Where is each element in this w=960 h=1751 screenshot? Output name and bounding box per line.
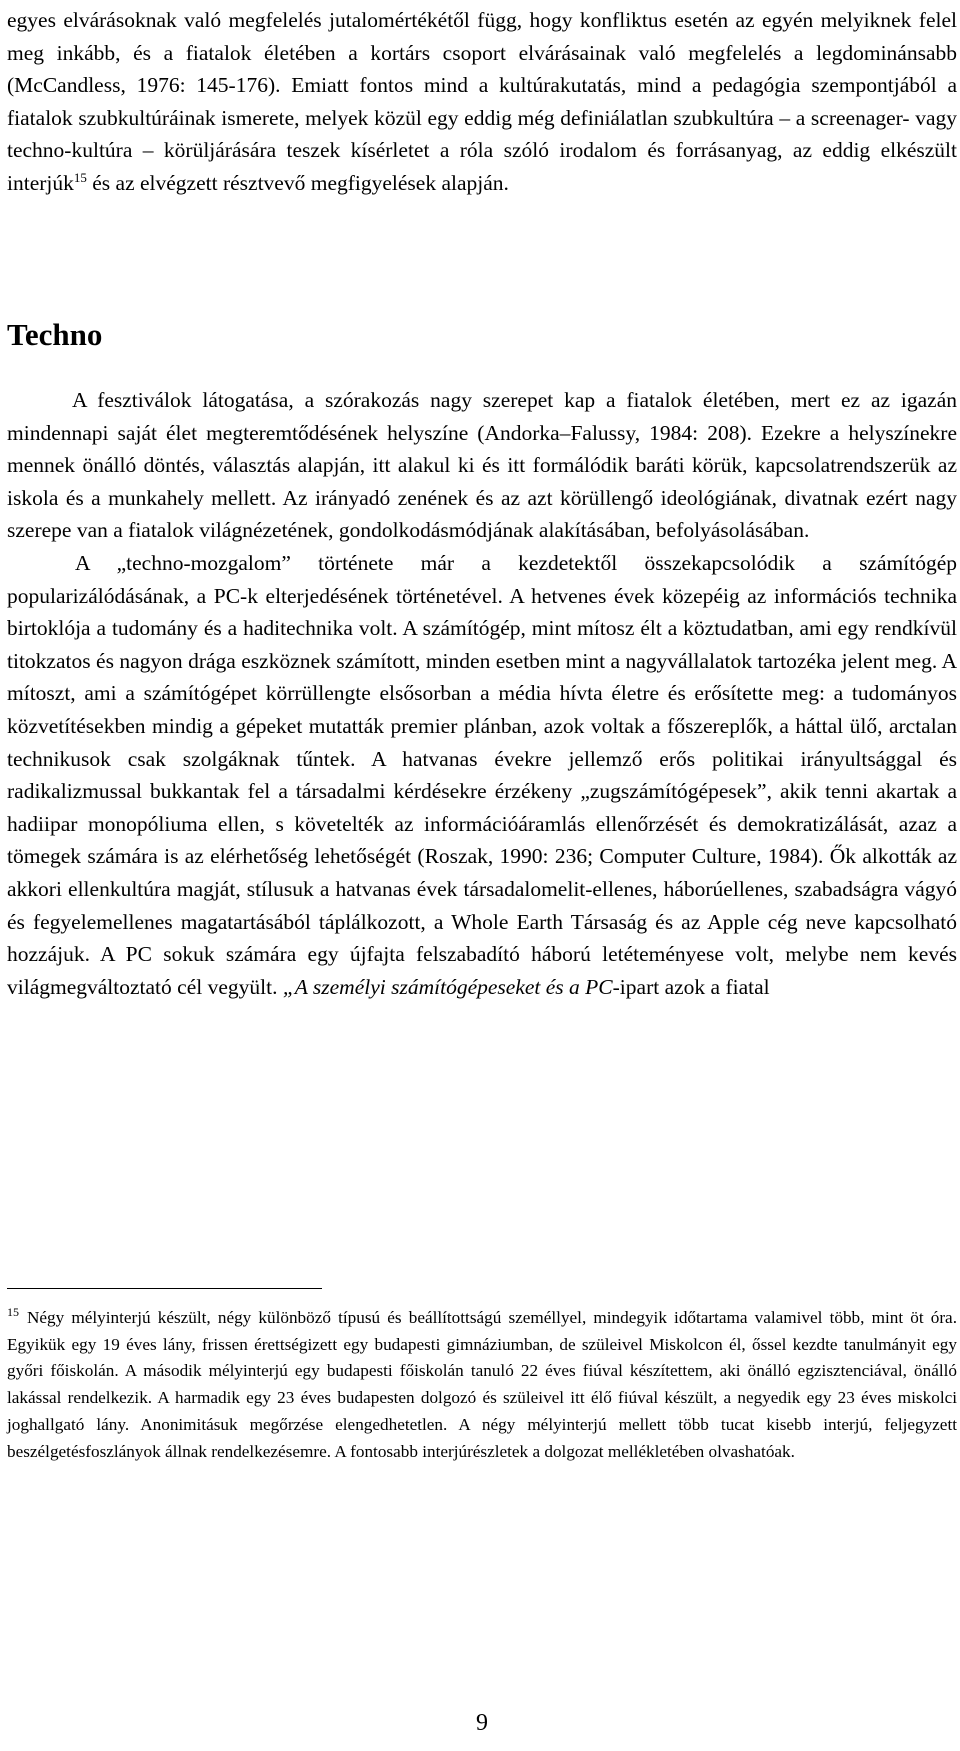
intro-text: egyes elvárásoknak való megfelelés jutalomértékétől függ, hogy konfliktus esetén az egyén melyiknek felel meg inkább, és a fiatalok életében a kortárs csoport elvárásainak való megfelelés a legdominánsabb (McCandless, 1976: 145-176). Emiatt fontos mind a kultúrakutatás, mind a pedagógia szempontjából a fiatalok szubkultúráinak ismerete, melyek közül egy eddig még definiálatlan szubkultúra – a screenager- vagy techno-kultúra – körüljárására teszek kísérletet a róla szóló irodalom és forrásanyag, az eddig elkészült interjúk (7, 8, 957, 195)
intro-text-end: és az elvégzett résztvevő megfigyelések alapján. (86, 170, 509, 195)
document-page (7, 0, 957, 1751)
footnote (7, 1305, 957, 1465)
page-number: 9 (476, 1710, 488, 1736)
paragraph-techno-history-tail: -ipart azok a fiatal (612, 974, 770, 999)
italic-quote: „A személyi számítógépeseket és a PC (282, 974, 613, 999)
section-body (7, 384, 957, 1003)
footnote-text: Négy mélyinterjú készült, négy különböző típusú és beállítottságú személlyel, mindegyik időtartama valamivel több, mint öt óra. Egyikük egy 19 éves lány, frissen érettségizett egy budapesti gimnáziumban, de szüleivel Miskolcon él, őssel kezdte tanulmányit egy győri főiskolán. A második mélyinterjú egy budapesti főiskolán tanuló 22 éves fiúval készítettem, aki önálló egzisztenciával, önálló lakással rendelkezik. A harmadik egy 23 éves budapesten dolgozó és szüleivel itt élő fiúval készült, a negyedik egy 23 éves miskolci joghallgató lány. Anonimitásuk megőrzése elengedhetetlen. A négy mélyinterjú mellett több tucat kisebb interjú, feljegyzett beszélgetésfoszlányok állnak rendelkezésemre. A fontosabb interjúrészletek a dolgozat mellékletében olvashatóak. (7, 1308, 957, 1461)
footnote-number: 15 (7, 1305, 19, 1320)
paragraph-techno-history (7, 547, 957, 1003)
paragraph-festivals: A fesztiválok látogatása, a szórakozás nagy szerepet kap a fiatalok életében, mert ez az igazán mindennapi saját élet megteremtődésének helyszíne (Andorka–Falussy, 1984: 208). Ezekre a helyszínekre mennek önálló döntés, választás alapján, itt alakul ki és itt formálódik baráti körük, kapcsolatrendszerük az iskola és a munkahely mellett. Az irányadó zenének és az azt körüllengő ideológiának, divatnak ezért nagy szerepe van a fiatalok világnézetének, gondolkodásmódjának alakításában, befolyásolásában. (7, 388, 957, 543)
footnote-separator (7, 1288, 322, 1289)
section-heading: Techno (7, 317, 103, 352)
intro-paragraph (7, 4, 957, 200)
paragraph-techno-history-text: A „techno-mozgalom” története már a kezdetektől összekapcsolódik a számítógép popularizálódásának, a PC-k elterjedésének történetével. A hetvenes évek közepéig az információs technika birtoklója a tudomány és a haditechnika volt. A számítógép, mint mítosz élt a köztudatban, ami egy rendkívül titokzatos és nagyon drága eszköznek számított, minden esetben mint a nagyvállalatok tartozéka jelent meg. A mítoszt, ami a számítógépet körrüllengte elsősorban a média hívta életre és erősítette meg: a tudományos közvetítésekben mindig a gépeket mutatták premier plánban, azok voltak a főszereplők, a háttal ülő, arctalan technikusok csak szolgáknak tűntek. A hatvanas évekre jellemző erős politikai irányultsággal és radikalizmussal bukkantak fel a társadalmi kérdésekre érzékeny „zugszámítógépesek”, akik tenni akartak a hadiipar monopóliuma ellen, s követelték az információáramlás ellenőrzését és demokratizálását, azaz a tömegek számára is az elérhetőség lehetőségét (Roszak, 1990: 236; Computer Culture, 1984). Ők alkották az akkori ellenkultúra magját, stílusuk a hatvanas évek társadalomelit-ellenes, háborúellenes, szabadságra vágyó és fegyelemellenes magatartásából táplálkozott, a Whole Earth Társaság és az Apple cég neve kapcsolható hozzájuk. A PC sokuk számára egy újfajta felszabadító háború letéteményese volt, melybe nem kevés világmegváltoztató cél vegyült. (7, 550, 957, 999)
footnote-reference[interactable]: 15 (73, 169, 87, 185)
